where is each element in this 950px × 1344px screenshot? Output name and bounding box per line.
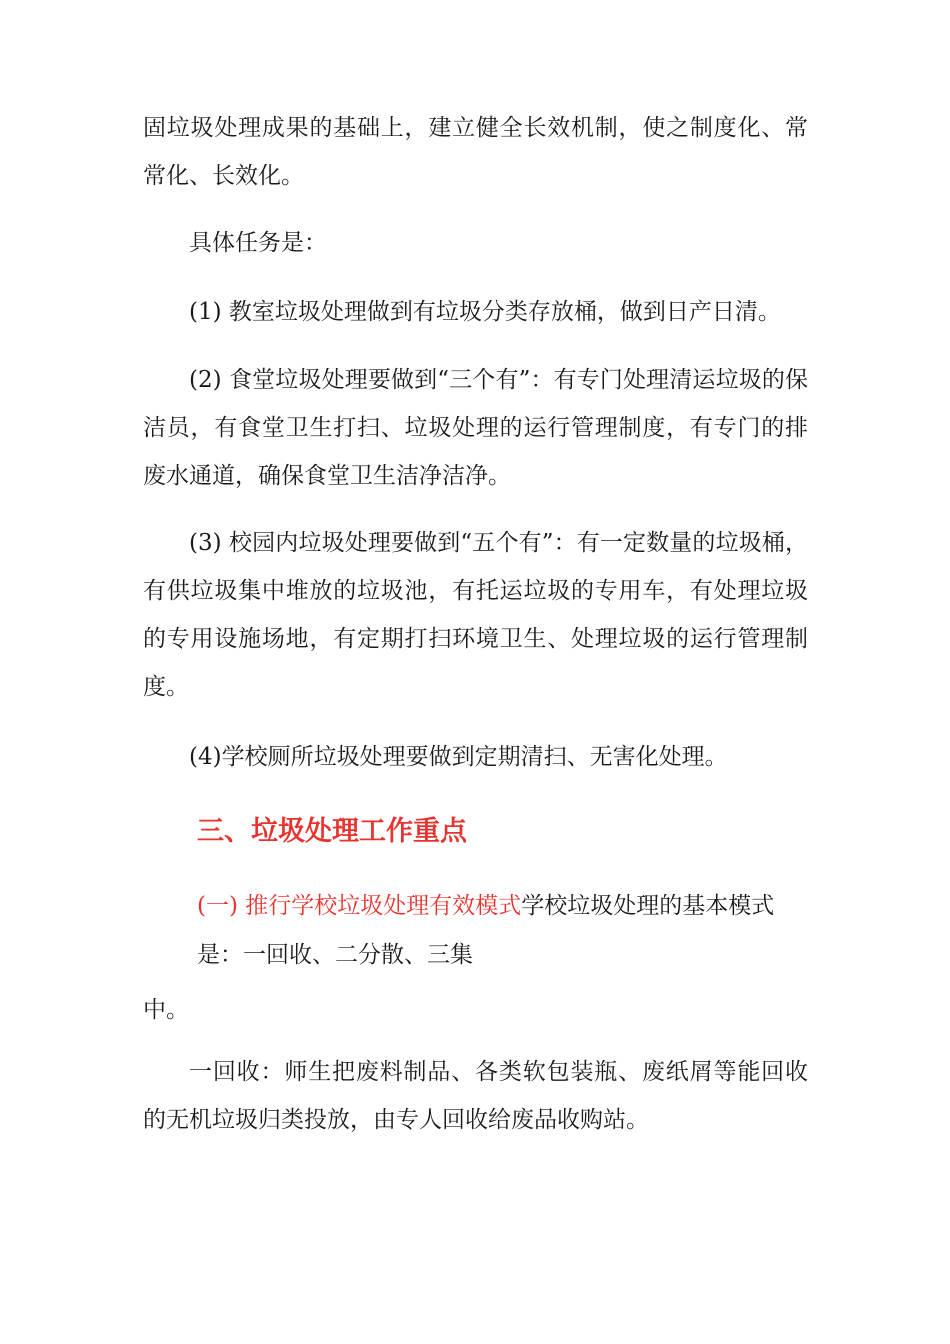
subsection-line-3: 中。 <box>143 997 189 1023</box>
paragraph-continuation: 固垃圾处理成果的基础上，建立健全长效机制，使之制度化、常常化、长效化。 <box>143 115 808 189</box>
section-heading: 三、垃圾处理工作重点 <box>197 816 467 847</box>
subsection-title: (一) 推行学校垃圾处理有效模式 <box>197 893 522 919</box>
subsection-text: 学校垃圾处理的基本模式 <box>521 893 775 919</box>
paragraph-recycling: 一回收：师生把废料制品、各类软包装瓶、废纸屑等能回收的无机垃圾归类投放，由专人回收给废品收购站。 <box>143 1059 808 1133</box>
subsection-line-1 <box>197 882 774 930</box>
paragraph-task-1: (1) 教室垃圾处理做到有垃圾分类存放桶，做到日产日清。 <box>189 299 781 325</box>
paragraph-task-2: (2) 食堂垃圾处理要做到“三个有”：有专门处理清运垃圾的保洁员，有食堂卫生打扫、垃圾处理的运行管理制度，有专门的排废水通道，确保食堂卫生洁净洁净。 <box>143 367 808 489</box>
paragraph-task-4: (4)学校厕所垃圾处理要做到定期清扫、无害化处理。 <box>189 744 728 770</box>
paragraph-task-intro: 具体任务是： <box>189 230 327 256</box>
subsection-line-2: 是：一回收、二分散、三集 <box>197 942 473 968</box>
paragraph-task-3: (3) 校园内垃圾处理要做到“五个有”：有一定数量的垃圾桶，有供垃圾集中堆放的垃圾池，有托运垃圾的专用车，有处理垃圾的专用设施场地，有定期打扫环境卫生、处理垃圾的运行管理制度。 <box>143 530 808 700</box>
